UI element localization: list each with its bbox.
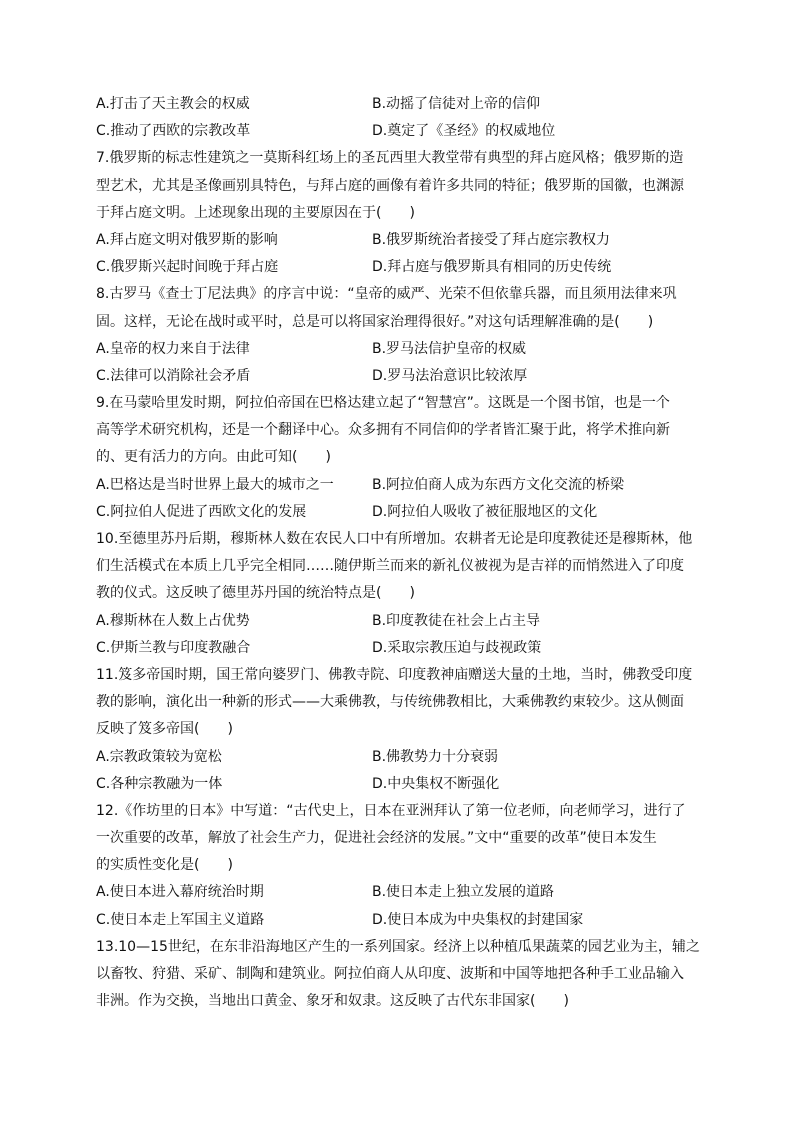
option-row bbox=[96, 907, 706, 934]
question-stem-line: 们生活模式在本质上几乎完全相同……随伊斯兰而来的新礼仪被视为是吉祥的而悄然进入了印度 bbox=[96, 558, 684, 575]
option-c[interactable]: C.阿拉伯人促进了西欧文化的发展 bbox=[96, 503, 307, 520]
option-row bbox=[96, 363, 706, 390]
question-9 bbox=[96, 390, 706, 526]
question-10 bbox=[96, 526, 706, 662]
question-stem-line: 的、更有活力的方向。由此可知( ) bbox=[96, 449, 331, 466]
option-d[interactable]: D.罗马法治意识比较浓厚 bbox=[372, 367, 528, 384]
option-d[interactable]: D.奠定了《圣经》的权威地位 bbox=[372, 123, 556, 140]
question-stem-line: 教的仪式。这反映了德里苏丹国的统治特点是( ) bbox=[96, 585, 415, 602]
option-c[interactable]: C.各种宗教融为一体 bbox=[96, 775, 223, 792]
option-b[interactable]: B.佛教势力十分衰弱 bbox=[372, 748, 499, 765]
option-row bbox=[96, 227, 706, 254]
option-a[interactable]: A.拜占庭文明对俄罗斯的影响 bbox=[96, 231, 278, 248]
question-8 bbox=[96, 281, 706, 390]
option-c[interactable]: C.使日本走上军国主义道路 bbox=[96, 911, 265, 928]
question-stem-line: 12.《作坊里的日本》中写道：“古代史上，日本在亚洲拜认了第一位老师，向老师学习，进行了 bbox=[96, 802, 686, 819]
option-b[interactable]: B.动摇了信徒对上帝的信仰 bbox=[372, 96, 541, 112]
option-row bbox=[96, 744, 706, 771]
option-row bbox=[96, 336, 706, 363]
option-row bbox=[96, 118, 706, 145]
option-b[interactable]: B.使日本走上独立发展的道路 bbox=[372, 884, 555, 901]
option-c[interactable]: C.推动了西欧的宗教改革 bbox=[96, 123, 251, 140]
question-stem-line: 11.笈多帝国时期，国王常向婆罗门、佛教寺院、印度教神庙赠送大量的土地，当时，佛教受印度 bbox=[96, 666, 693, 683]
option-a[interactable]: A.巴格达是当时世界上最大的城市之一 bbox=[96, 476, 334, 493]
question-stem-line: 7.俄罗斯的标志性建筑之一莫斯科红场上的圣瓦西里大教堂带有典型的拜占庭风格；俄罗斯的造 bbox=[96, 150, 684, 167]
question-stem-line: 非洲。作为交换，当地出口黄金、象牙和奴隶。这反映了古代东非国家( ) bbox=[96, 993, 569, 1010]
question-stem-line: 的实质性变化是( ) bbox=[96, 857, 233, 874]
question-12 bbox=[96, 798, 706, 934]
question-stem-line: 13.10—15世纪，在东非沿海地区产生的一系列国家。经济上以种植瓜果蔬菜的园艺业为主，辅之 bbox=[96, 938, 700, 955]
question-stem-line: 固。这样，无论在战时或平时，总是可以将国家治理得很好。”对这句话理解准确的是( ) bbox=[96, 313, 654, 330]
question-stem-line: 9.在马蒙哈里发时期，阿拉伯帝国在巴格达建立起了“智慧宫”。这既是一个图书馆，也是一个 bbox=[96, 395, 670, 412]
question-stem-line: 以畜牧、狩猎、采矿、制陶和建筑业。阿拉伯商人从印度、波斯和中国等地把各种手工业品输入 bbox=[96, 966, 684, 982]
question-7 bbox=[96, 145, 706, 281]
option-b[interactable]: B.罗马法信护皇帝的权威 bbox=[372, 340, 527, 357]
question-stem-line: 高等学术研究机构，还是一个翻译中心。众多拥有不同信仰的学者皆汇聚于此，将学术推向新 bbox=[96, 422, 670, 439]
option-a[interactable]: A.打击了天主教会的权威 bbox=[96, 96, 250, 112]
option-row bbox=[96, 771, 706, 798]
option-d[interactable]: D.中央集权不断强化 bbox=[372, 775, 500, 792]
question-stem-line: 型艺术，尤其是圣像画别具特色，与拜占庭的画像有着许多共同的特征；俄罗斯的国徽，也渊源 bbox=[96, 177, 684, 194]
option-row bbox=[96, 608, 706, 635]
option-d[interactable]: D.拜占庭与俄罗斯具有相同的历史传统 bbox=[372, 259, 612, 276]
option-a[interactable]: A.宗教政策较为宽松 bbox=[96, 748, 222, 765]
option-b[interactable]: B.阿拉伯商人成为东西方文化交流的桥梁 bbox=[372, 476, 625, 493]
question-6 bbox=[96, 91, 706, 145]
option-row bbox=[96, 499, 706, 526]
option-row bbox=[96, 254, 706, 281]
option-row bbox=[96, 91, 706, 118]
question-stem-line: 8.古罗马《查士丁尼法典》的序言中说：“皇帝的威严、光荣不但依靠兵器，而且须用法律来巩 bbox=[96, 286, 677, 303]
option-a[interactable]: A.皇帝的权力来自于法律 bbox=[96, 340, 250, 357]
option-a[interactable]: A.穆斯林在人数上占优势 bbox=[96, 612, 250, 629]
option-row bbox=[96, 472, 706, 499]
option-a[interactable]: A.使日本进入幕府统治时期 bbox=[96, 884, 264, 901]
question-stem-line: 于拜占庭文明。上述现象出现的主要原因在于( ) bbox=[96, 204, 415, 221]
question-stem-line: 反映了笈多帝国( ) bbox=[96, 721, 233, 738]
question-stem-line: 教的影响，演化出一种新的形式——大乘佛教，与传统佛教相比，大乘佛教约束较少。这从侧面 bbox=[96, 694, 684, 711]
option-b[interactable]: B.俄罗斯统治者接受了拜占庭宗教权力 bbox=[372, 231, 611, 248]
option-d[interactable]: D.使日本成为中央集权的封建国家 bbox=[372, 911, 584, 928]
question-stem-line: 10.至德里苏丹后期，穆斯林人数在农民人口中有所增加。农耕者无论是印度教徒还是穆斯林，他 bbox=[96, 531, 693, 547]
option-c[interactable]: C.法律可以消除社会矛盾 bbox=[96, 367, 251, 384]
option-d[interactable]: D.阿拉伯人吸收了被征服地区的文化 bbox=[372, 503, 598, 520]
option-d[interactable]: D.采取宗教压迫与歧视政策 bbox=[372, 639, 542, 656]
question-11 bbox=[96, 662, 706, 798]
question-stem-line: 一次重要的改革，解放了社会生产力，促进社会经济的发展。”文中“重要的改革”使日本发生 bbox=[96, 830, 657, 847]
exam-page bbox=[96, 91, 706, 1015]
option-row bbox=[96, 635, 706, 662]
question-13 bbox=[96, 934, 706, 1016]
option-b[interactable]: B.印度教徒在社会上占主导 bbox=[372, 612, 541, 629]
option-c[interactable]: C.伊斯兰教与印度教融合 bbox=[96, 639, 251, 656]
option-row bbox=[96, 879, 706, 906]
option-c[interactable]: C.俄罗斯兴起时间晚于拜占庭 bbox=[96, 259, 279, 276]
